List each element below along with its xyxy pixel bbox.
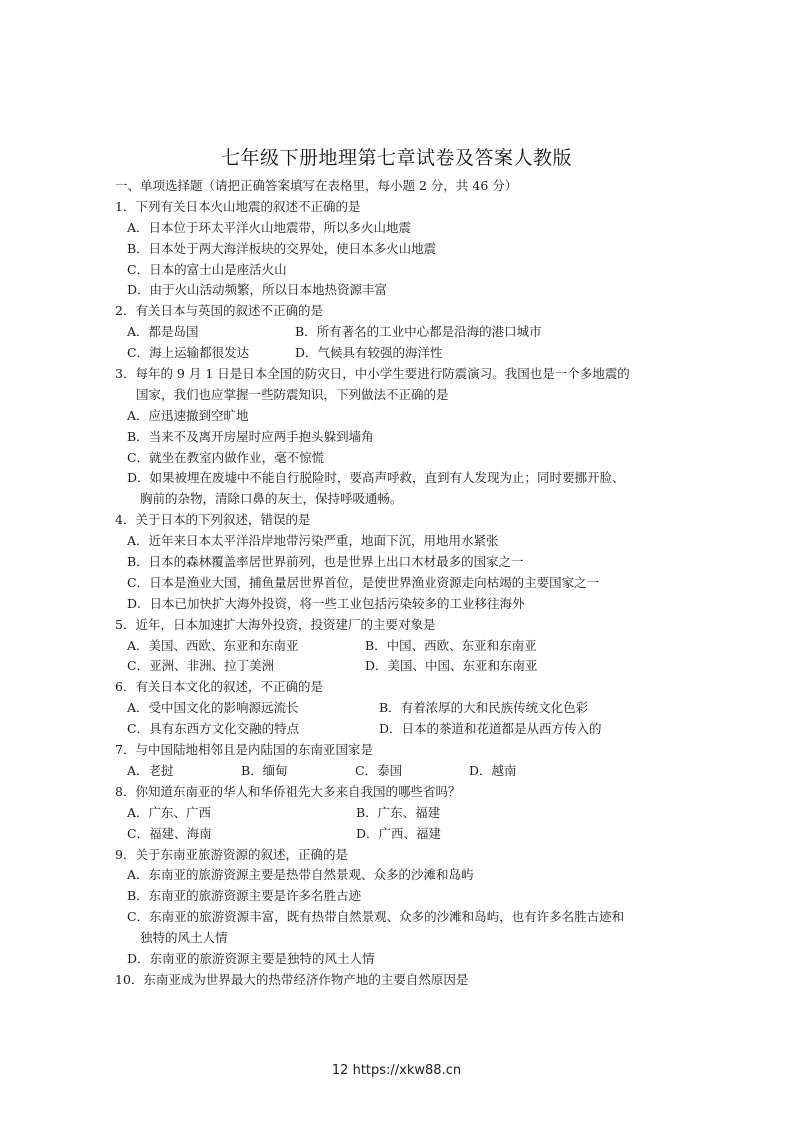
question-6-option-a: A．受中国文化的影响源远流长 bbox=[127, 700, 299, 716]
question-9-option-d: D．东南亚的旅游资源主要是独特的风土人情 bbox=[127, 950, 375, 966]
question-2-option-a: A．都是岛国 bbox=[127, 324, 199, 340]
question-7-option-c: C．泰国 bbox=[355, 762, 403, 778]
question-10-stem: 10．东南亚成为世界最大的热带经济作物产地的主要自然原因是 bbox=[115, 971, 469, 987]
question-4-option-d: D．日本已加快扩大海外投资，将一些工业包括污染较多的工业移往海外 bbox=[127, 595, 525, 611]
question-3-option-d: D．如果被埋在废墟中不能自行脱险时，要高声呼救，直到有人发现为止；同时要挪开脸、 bbox=[127, 470, 625, 486]
question-3-option-a: A．应迅速撤到空旷地 bbox=[127, 407, 249, 423]
question-7-option-b: B．缅甸 bbox=[241, 762, 288, 778]
question-5-option-a: A．美国、西欧、东亚和东南亚 bbox=[127, 637, 299, 653]
question-4-option-c: C．日本是渔业大国，捕鱼量居世界首位，是使世界渔业资源走向枯竭的主要国家之一 bbox=[127, 574, 600, 590]
question-4-stem: 4．关于日本的下列叙述，错误的是 bbox=[115, 512, 311, 528]
question-8-option-d: D．广西、福建 bbox=[356, 825, 442, 841]
question-7-stem: 7．与中国陆地相邻且是内陆国的东南亚国家是 bbox=[115, 742, 373, 758]
question-5-options-row-1 bbox=[127, 636, 685, 657]
question-3-option-c: C．就坐在教室内做作业，毫不惊慌 bbox=[127, 449, 325, 465]
question-8-stem: 8．你知道东南亚的华人和华侨祖先大多来自我国的哪些省吗？ bbox=[115, 783, 461, 799]
question-6-stem: 6．有关日本文化的叙述，不正确的是 bbox=[115, 679, 323, 695]
question-6-options-row-1 bbox=[127, 698, 685, 719]
question-2-option-c: C．海上运输都很发达 bbox=[127, 345, 250, 361]
page-number: 12 bbox=[331, 1063, 349, 1078]
page-title: 七年级下册地理第七章试卷及答案人教版 bbox=[220, 147, 572, 169]
exam-content bbox=[115, 176, 685, 991]
question-7-options-row bbox=[127, 761, 685, 782]
question-1-option-b: B．日本处于两大海洋板块的交界处，使日本多火山地震 bbox=[127, 240, 437, 256]
question-8-option-b: B．广东、福建 bbox=[356, 804, 441, 820]
question-5-stem: 5．近年，日本加速扩大海外投资，投资建厂的主要对象是 bbox=[115, 616, 436, 632]
question-3-option-b: B．当来不及离开房屋时应两手抱头躲到墙角 bbox=[127, 428, 374, 444]
question-1-option-d: D．由于火山活动频繁，所以日本地热资源丰富 bbox=[127, 282, 388, 298]
question-9-option-b: B．东南亚的旅游资源主要是许多名胜古迹 bbox=[127, 888, 362, 904]
page-footer bbox=[0, 1063, 793, 1078]
question-1-stem: 1．下列有关日本火山地震的叙述不正确的是 bbox=[115, 198, 361, 214]
question-9-option-c: C．东南亚的旅游资源丰富，既有热带自然景观、众多的沙滩和岛屿，也有许多名胜古迹和 bbox=[127, 909, 625, 925]
question-8-option-a: A．广东、广西 bbox=[127, 804, 212, 820]
question-9-stem: 9．关于东南亚旅游资源的叙述，正确的是 bbox=[115, 846, 348, 862]
question-9-option-c-cont: 独特的风土人情 bbox=[140, 930, 228, 946]
question-5-options-row-2 bbox=[127, 656, 685, 677]
question-8-option-c: C．福建、海南 bbox=[127, 825, 212, 841]
question-8-options-row-2 bbox=[127, 824, 685, 845]
question-6-options-row-2 bbox=[127, 719, 685, 740]
question-4-option-a: A．近年来日本太平洋沿岸地带污染严重，地面下沉，用地用水紧张 bbox=[127, 533, 499, 549]
question-2-option-d: D．气候具有较强的海洋性 bbox=[295, 345, 443, 361]
source-url: https://xkw88.cn bbox=[352, 1063, 462, 1078]
question-8-options-row-1 bbox=[127, 803, 685, 824]
question-2-options-row-2 bbox=[127, 343, 685, 364]
question-2-option-b: B．所有著名的工业中心都是沿海的港口城市 bbox=[295, 324, 542, 340]
question-6-option-c: C．具有东西方文化交融的特点 bbox=[127, 721, 300, 737]
question-5-option-c: C．亚洲、非洲、拉丁美洲 bbox=[127, 658, 275, 674]
question-7-option-d: D．越南 bbox=[469, 762, 517, 778]
question-4-option-b: B．日本的森林覆盖率居世界前列，也是世界上出口木材最多的国家之一 bbox=[127, 554, 524, 570]
question-5-option-b: B．中国、西欧、东亚和东南亚 bbox=[365, 637, 537, 653]
question-1-option-a: A．日本位于环太平洋火山地震带，所以多火山地震 bbox=[127, 219, 412, 235]
question-6-option-b: B．有着浓厚的大和民族传统文化色彩 bbox=[379, 700, 589, 716]
question-2-options-row-1 bbox=[127, 322, 685, 343]
question-9-option-a: A．东南亚的旅游资源主要是热带自然景观、众多的沙滩和岛屿 bbox=[127, 867, 474, 883]
question-3-stem-line-1: 3．每年的 9 月 1 日是日本全国的防灾日，中小学生要进行防震演习。我国也是一个多地震的 bbox=[115, 366, 630, 382]
question-1-option-c: C．日本的富士山是座活火山 bbox=[127, 261, 287, 277]
question-3-stem-line-2: 国家，我们也应掌握一些防震知识，下列做法不正确的是 bbox=[136, 386, 449, 402]
question-2-stem: 2．有关日本与英国的叙述不正确的是 bbox=[115, 303, 323, 319]
question-5-option-d: D．美国、中国、东亚和东南亚 bbox=[365, 658, 538, 674]
question-7-option-a: A．老挝 bbox=[127, 762, 174, 778]
section-heading: 一、单项选择题（请把正确答案填写在表格里，每小题 2 分，共 46 分） bbox=[115, 178, 518, 193]
question-6-option-d: D．日本的茶道和花道都是从西方传入的 bbox=[379, 721, 602, 737]
question-3-option-d-cont: 胸前的杂物，清除口鼻的灰土，保持呼吸通畅。 bbox=[140, 491, 403, 507]
